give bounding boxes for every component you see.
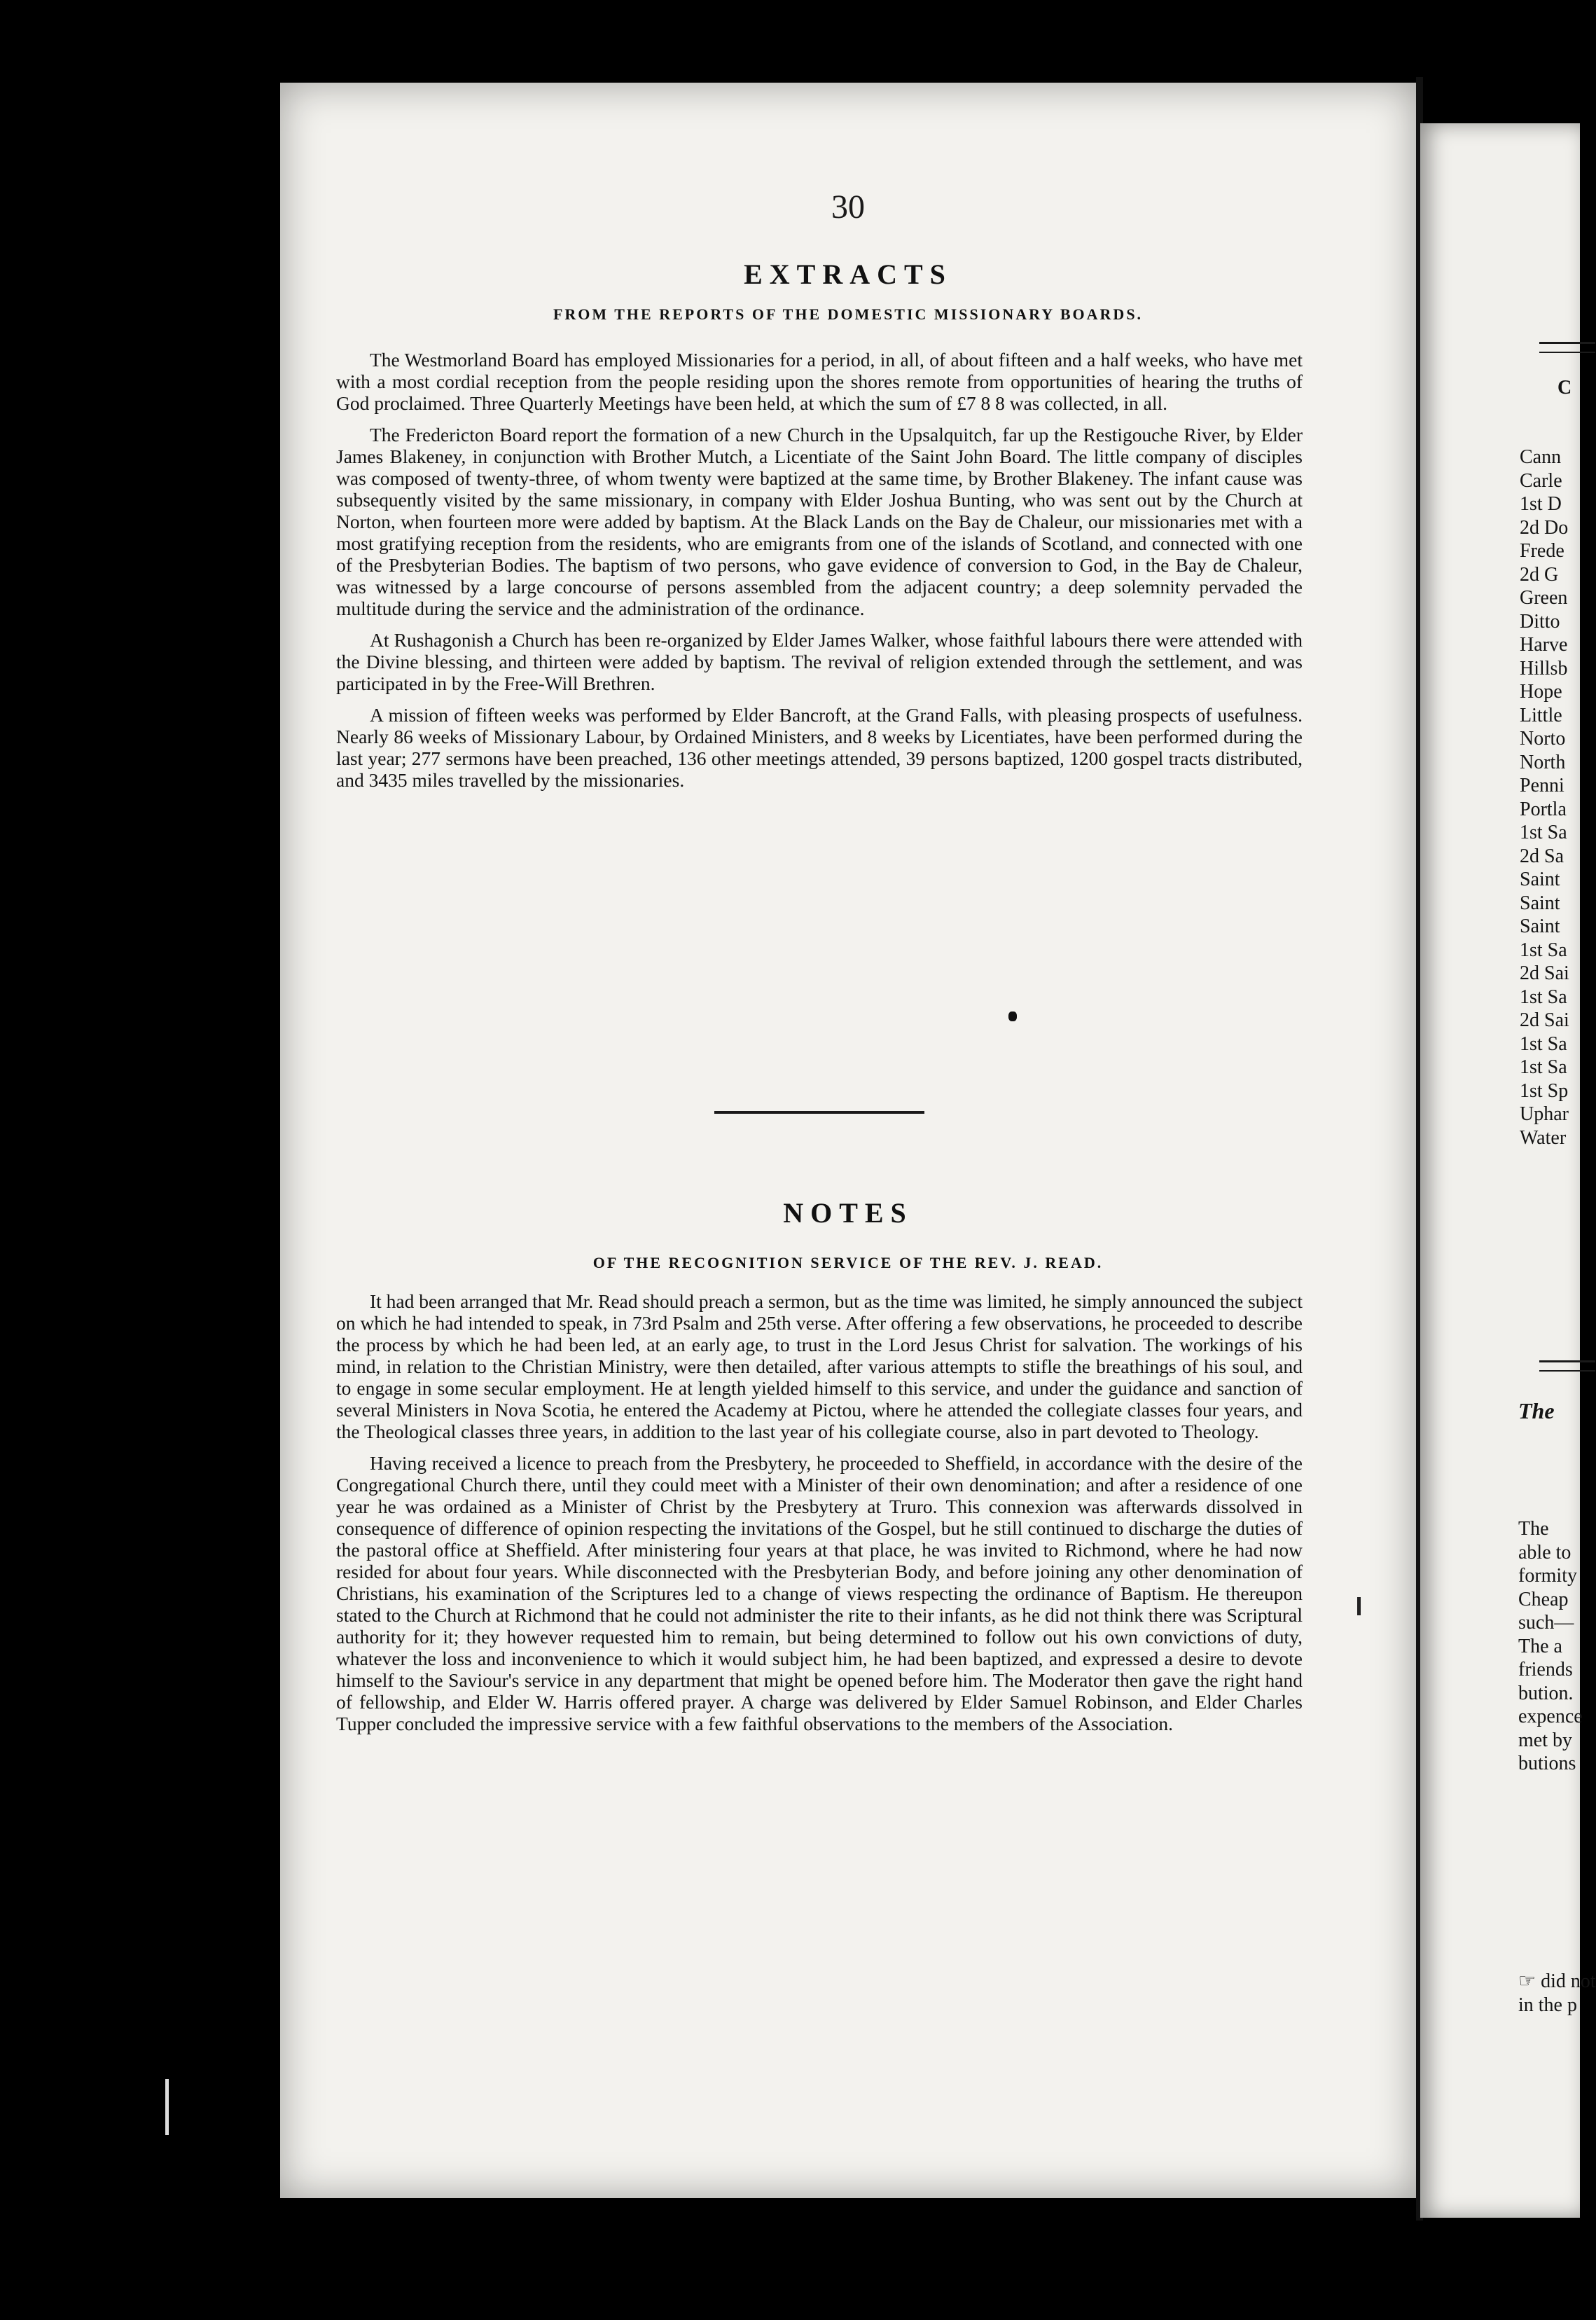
- paragraph-line: Cheap: [1518, 1588, 1569, 1610]
- paragraph-line: friends: [1518, 1659, 1573, 1680]
- list-item: Saint: [1520, 869, 1560, 890]
- list-item: Green: [1520, 587, 1568, 609]
- extracts-subtitle: FROM THE REPORTS OF THE DOMESTIC MISSIONARY BOARDS.: [553, 305, 1144, 323]
- paragraph-line: met by: [1518, 1729, 1572, 1751]
- list-item: Carle: [1520, 469, 1562, 492]
- right-page-rule: [1539, 342, 1595, 344]
- list-item: Saint: [1520, 892, 1560, 914]
- right-page-header-letter: C: [1557, 377, 1572, 399]
- list-item: Hillsb: [1520, 657, 1568, 679]
- right-page-fragment: [1420, 123, 1596, 2218]
- list-item: Norto: [1520, 728, 1566, 750]
- notes-body: [336, 1290, 1303, 1744]
- list-item: 2d G: [1520, 563, 1559, 586]
- list-item: 1st Sa: [1520, 1033, 1567, 1055]
- list-item: Saint: [1520, 916, 1560, 937]
- list-item: 2d Sai: [1520, 962, 1569, 984]
- right-page-rule: [1539, 1370, 1595, 1372]
- list-item: 1st Sa: [1520, 822, 1567, 843]
- page-number: 30: [831, 188, 865, 226]
- list-item: Ditto: [1520, 610, 1560, 633]
- margin-mark: [1357, 1597, 1361, 1615]
- list-item: 1st Sa: [1520, 986, 1567, 1008]
- list-item: Cann: [1520, 446, 1562, 468]
- list-item: Water: [1520, 1126, 1567, 1149]
- list-item: 1st Sa: [1520, 939, 1567, 961]
- paragraph-line: The a: [1518, 1635, 1562, 1657]
- list-item: 2d Do: [1520, 516, 1569, 539]
- paragraph-line: able to: [1518, 1541, 1571, 1563]
- list-item: 2d Sai: [1520, 1009, 1569, 1031]
- right-page-rule: [1539, 352, 1595, 353]
- paragraph-line: formity: [1518, 1565, 1577, 1587]
- list-item: Penni: [1520, 775, 1564, 796]
- extracts-paragraph: The Fredericton Board report the formation of a new Church in the Upsalquitch, far up the Restigouche River, by Elder James Blakeney, in conjunction with Brother Mutch, a Licentiate of the Saint John Board. The little company of disciples was composed of twenty-three, of whom twenty were baptized at the same time, by Brother Blakeney. The infant cause was subsequently visited by the same missionary, in company with Elder Joshua Bunting, who was sent out by the Church at Norton, when fourteen more were added by baptism. At the Black Lands on the Bay de Chaleur, our missionaries met with a most gratifying reception from the residents, who are emigrants from one of the islands of Scotland, and connected with one of the Presbyterian Bodies. The baptism of two persons, who gave evidence of conversion to God, in the Bay de Chaleur, was witnessed by a large concourse of persons assembled from the adjacent country; a deep solemnity pervaded the multitude during the service and the administration of the ordinance.: [336, 424, 1303, 619]
- list-item: North: [1520, 751, 1566, 773]
- list-item: Little: [1520, 704, 1562, 726]
- list-item: 1st Sp: [1520, 1079, 1569, 1102]
- notes-paragraph: It had been arranged that Mr. Read should preach a sermon, but as the time was limited, he simply announced the subject on which he had intended to speak, in 73rd Psalm and 25th verse. After offering a few observations, he proceeded to describe the process by which he had been led, at an early age, to trust in the Lord Jesus Christ for salvation. The workings of his mind, in relation to the Christian Ministry, were then detailed, after various attempts to stifle the breathings of his soul, and to engage in some secular employment. He at length yielded himself to this service, and under the guidance and sanction of several Ministers in Nova Scotia, he entered the Academy at Pictou, where he attended the collegiate classes four years, and the Theological classes three years, in addition to the last year of his collegiate course, also in part devoted to Theology.: [336, 1290, 1303, 1442]
- paragraph-line: such—: [1518, 1612, 1574, 1634]
- section-divider: [714, 1111, 924, 1114]
- note-line: ☞ did not: [1518, 1970, 1596, 1992]
- paragraph-line: bution.: [1518, 1682, 1574, 1704]
- paragraph-line: The: [1518, 1518, 1549, 1540]
- extracts-paragraph: A mission of fifteen weeks was performed by Elder Bancroft, at the Grand Falls, with pleasing prospects of usefulness. Nearly 86 weeks of Missionary Labour, by Ordained Ministers, and 8 weeks by Licentiates, have been performed during the last year; 277 sermons have been preached, 136 other meetings attended, 39 persons baptized, 1200 gospel tracts distributed, and 3435 miles travelled by the missionaries.: [336, 704, 1303, 791]
- paragraph-line: butions: [1518, 1753, 1576, 1774]
- extracts-paragraph: At Rushagonish a Church has been re-organized by Elder James Walker, whose faithful labours there were attended with the Divine blessing, and thirteen were added by baptism. The revival of religion extended through the settlement, and was participated in by the Free-Will Brethren.: [336, 629, 1303, 694]
- right-page-section-title: The: [1518, 1398, 1555, 1423]
- left-page: [280, 83, 1416, 2198]
- notes-subtitle: OF THE RECOGNITION SERVICE OF THE REV. J. READ.: [592, 1254, 1104, 1271]
- ink-blot: [1008, 1011, 1017, 1021]
- list-item: Uphar: [1520, 1103, 1569, 1125]
- notes-paragraph: Having received a licence to preach from the Presbytery, he proceeded to Sheffield, in accordance with the desire of the Congregational Church there, until they could meet with a Minister of their own denomination; and after a residence of one year he was ordained as a Minister of Christ by the Presbytery at Truro. This connexion was afterwards dissolved in consequence of difference of opinion respecting the invitations of the Gospel, but he still continued to discharge the duties of the pastoral office at Sheffield. After ministering four years at that place, he was invited to Richmond, where he had now resided for about four years. While disconnected with the Presbyterian Body, and before joining any other denomination of Christians, his examination of the Scriptures led to a change of views respecting the ordinance of Baptism. He thereupon stated to the Church at Richmond that he could not administer the rite to their infants, as he did not think there was Scriptural authority for it; they however requested him to remain, but being determined to follow out his own convictions of duty, whatever the loss and inconvenience to which it would subject him, he had been baptized, and expressed a desire to devote himself to the Saviour's service in any department that might be opened before him. The Moderator then gave the right hand of fellowship, and Elder W. Harris offered prayer. A charge was delivered by Elder Samuel Robinson, and Elder Charles Tupper concluded the impressive service with a few faithful observations to the members of the Association.: [336, 1452, 1303, 1734]
- list-item: Hope: [1520, 681, 1562, 703]
- right-page-list: [1520, 446, 1569, 1149]
- right-page-rule: [1539, 1360, 1595, 1362]
- list-item: Frede: [1520, 540, 1564, 562]
- extracts-body: [336, 349, 1303, 801]
- list-item: 1st D: [1520, 493, 1562, 515]
- list-item: 1st Sa: [1520, 1056, 1567, 1078]
- right-page-paragraph: [1518, 1517, 1583, 1776]
- notes-title: NOTES: [783, 1197, 913, 1229]
- extracts-paragraph: The Westmorland Board has employed Missionaries for a period, in all, of about fifteen and a half weeks, who have met with a most cordial reception from the people residing upon the shores remote from opportunities of hearing the truths of God proclaimed. Three Quarterly Meetings have been held, at which the sum of £7 8 8 was collected, in all.: [336, 349, 1303, 414]
- right-page-note: [1518, 1970, 1596, 2017]
- scan-artifact: [165, 2079, 169, 2135]
- extracts-title: EXTRACTS: [744, 258, 952, 290]
- paragraph-line: expence: [1518, 1706, 1583, 1727]
- list-item: 2d Sa: [1520, 845, 1564, 867]
- list-item: Harve: [1520, 634, 1568, 656]
- list-item: Portla: [1520, 798, 1567, 820]
- note-line: in the p: [1518, 1994, 1577, 2016]
